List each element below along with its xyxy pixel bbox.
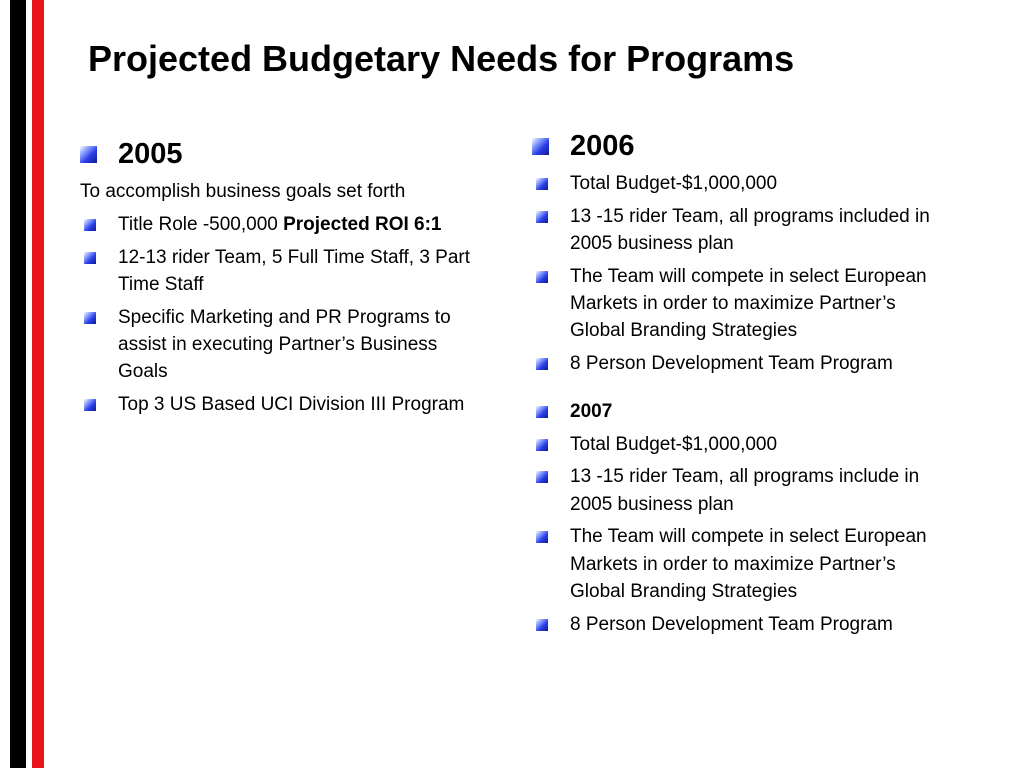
left-red-stripe: [32, 0, 44, 768]
square-bullet-icon: [532, 138, 549, 155]
square-bullet-icon: [536, 531, 548, 543]
item-text: Total Budget-$1,000,000: [570, 433, 778, 455]
list-item: [80, 391, 490, 418]
list-item: [532, 463, 952, 518]
list-item: [532, 170, 952, 197]
list-item: [532, 263, 952, 345]
heading-2006-text: 2006: [570, 130, 635, 162]
square-bullet-icon: [84, 219, 96, 231]
square-bullet-icon: [536, 211, 548, 223]
square-bullet-icon: [536, 271, 548, 283]
column-2006-2007: [532, 128, 952, 644]
square-bullet-icon: [80, 146, 97, 163]
item-text: Total Budget-$1,000,000: [570, 173, 778, 194]
item-text: The Team will compete in select European Markets in order to maximize Partner’s Global Branding Strategies: [570, 526, 927, 603]
list-item: [80, 244, 490, 299]
item-text: Specific Marketing and PR Programs to assist in executing Partner’s Business Goals: [118, 306, 451, 383]
heading-2005-text: 2005: [118, 138, 183, 170]
intro-text: To accomplish business goals set forth: [80, 181, 406, 202]
item-text: The Team will compete in select European Markets in order to maximize Partner’s Global Branding Strategies: [570, 265, 927, 342]
square-bullet-icon: [536, 471, 548, 483]
left-black-stripe: [10, 0, 26, 768]
item-text: 8 Person Development Team Program: [570, 353, 893, 375]
column-2005: [80, 136, 490, 424]
item-text: Title Role -500,000: [118, 214, 284, 235]
list-item: [532, 611, 952, 638]
list-item: [532, 431, 952, 458]
slide-title: Projected Budgetary Needs for Programs: [88, 38, 795, 79]
square-bullet-icon: [536, 619, 548, 631]
square-bullet-icon: [84, 312, 96, 324]
square-bullet-icon: [536, 406, 548, 418]
heading-2007: [532, 398, 952, 425]
list-item: [80, 304, 490, 386]
item-text: 13 -15 rider Team, all programs include in 2005 business plan: [570, 466, 920, 515]
list-item: [532, 203, 952, 258]
item-text: 12-13 rider Team, 5 Full Time Staff, 3 Part Time Staff: [118, 246, 471, 296]
square-bullet-icon: [536, 439, 548, 451]
heading-2005: [80, 136, 490, 172]
item-text: 8 Person Development Team Program: [570, 613, 893, 635]
list-item: [532, 350, 952, 377]
heading-2006: [532, 128, 952, 164]
list-item: [532, 523, 952, 605]
square-bullet-icon: [84, 399, 96, 411]
square-bullet-icon: [536, 178, 548, 190]
roi-bold-text: Projected ROI 6:1: [283, 214, 442, 235]
list-item: [80, 211, 490, 238]
square-bullet-icon: [536, 358, 548, 370]
item-text: 13 -15 rider Team, all programs included in 2005 business plan: [570, 205, 930, 255]
square-bullet-icon: [84, 252, 96, 264]
heading-2007-text: 2007: [570, 400, 613, 422]
item-text: Top 3 US Based UCI Division III Program: [118, 394, 465, 416]
